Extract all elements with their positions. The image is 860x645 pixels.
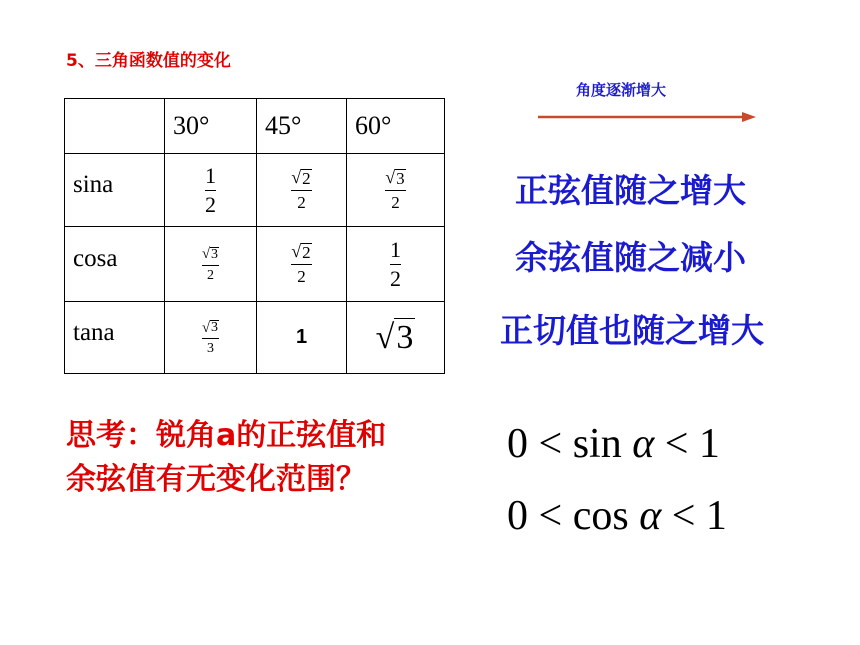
value-cos-30: √ 3 2 — [165, 227, 257, 302]
value-tan-60: √ 3 — [347, 302, 445, 374]
row-label-tan: tana — [65, 302, 165, 374]
inequality-cosine — [507, 492, 727, 540]
ineq-right: < 1 — [664, 421, 720, 467]
value-sin-30: $\frac{1}{2}$ — [165, 154, 257, 227]
ineq-left: 0 < — [507, 421, 563, 467]
inequality-sine — [507, 420, 720, 468]
question-line-2: 余弦值有无变化范围？ — [66, 462, 366, 497]
table-header-row — [65, 99, 445, 154]
table-row-tan — [65, 302, 445, 374]
header-cell-45: 45° — [257, 99, 347, 154]
statement-sine-increases: 正弦值随之增大 — [515, 171, 746, 210]
value-sin-45: √ 2 2 — [257, 154, 347, 227]
ineq-var: α — [639, 493, 662, 539]
table-row-sin — [65, 154, 445, 227]
statement-tangent-increases: 正切值也随之增大 — [500, 311, 764, 350]
header-cell-30: 30° — [165, 99, 257, 154]
ineq-right: < 1 — [671, 493, 727, 539]
value-tan-30: √ 3 3 — [165, 302, 257, 374]
ineq-var: α — [632, 421, 655, 467]
row-label-cos: cosa — [65, 227, 165, 302]
slide-title: 5、三角函数值的变化 — [66, 51, 231, 71]
table-row-cos — [65, 227, 445, 302]
value-sin-60: √ 3 2 — [347, 154, 445, 227]
value-tan-45: 1 — [257, 302, 347, 374]
ineq-left: 0 < — [507, 493, 563, 539]
ineq-func: sin — [572, 421, 622, 467]
header-cell-empty — [65, 99, 165, 154]
question-line-1: 思考：锐角a的正弦值和 — [66, 418, 387, 453]
ineq-func: cos — [572, 493, 629, 539]
trig-values-table — [64, 98, 445, 374]
statement-cosine-decreases: 余弦值随之减小 — [515, 238, 746, 277]
row-label-sin: sina — [65, 154, 165, 227]
header-cell-60: 60° — [347, 99, 445, 154]
trend-label: 角度逐渐增大 — [576, 81, 667, 99]
right-arrow-icon — [536, 110, 758, 124]
value-cos-60: $\frac{1}{2}$ — [347, 227, 445, 302]
value-cos-45: √ 2 2 — [257, 227, 347, 302]
